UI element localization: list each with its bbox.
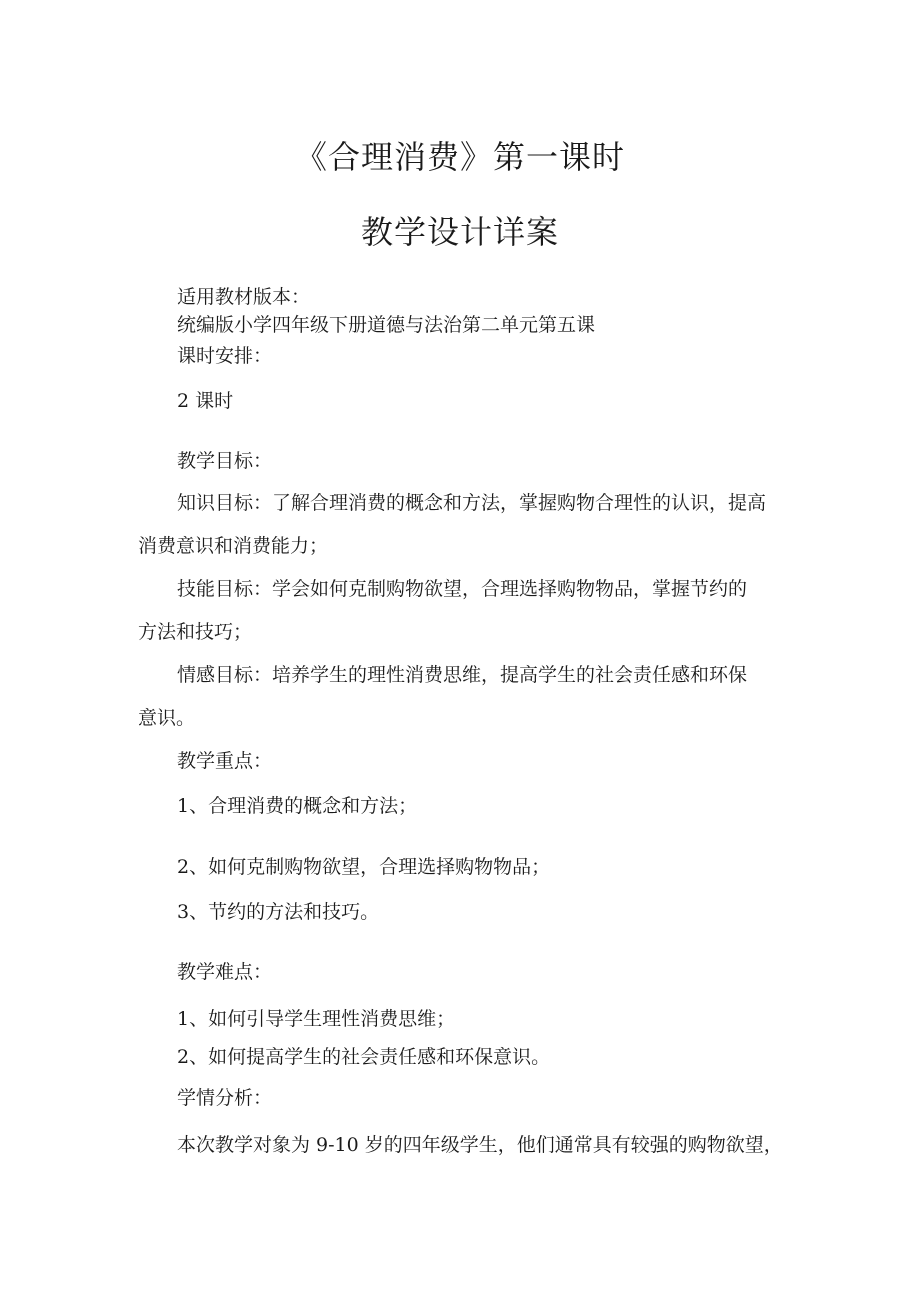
key-point-item: 1、合理消费的概念和方法； [177,795,418,817]
knowledge-objective-continuation: 消费意识和消费能力； [138,535,329,557]
skill-objective-continuation: 方法和技巧； [138,621,253,643]
emotion-objective-line: 情感目标：培养学生的理性消费思维，提高学生的社会责任感和环保 [177,664,748,686]
skill-objective-line: 技能目标：学会如何克制购物欲望，合理选择购物物品，掌握节约的 [177,578,748,600]
analysis-line: 本次教学对象为 9-10 岁的四年级学生，他们通常具有较强的购物欲望， [177,1134,783,1156]
difficulty-item: 1、如何引导学生理性消费思维； [177,1008,456,1030]
document-subtitle: 教学设计详案 [360,213,559,251]
edition-label: 适用教材版本： [177,286,311,308]
key-point-item: 2、如何克制购物欲望，合理选择购物物品； [177,856,551,878]
knowledge-objective-line: 知识目标：了解合理消费的概念和方法，掌握购物合理性的认识，提高 [177,492,767,514]
edition-value: 统编版小学四年级下册道德与法治第二单元第五课 [177,314,596,336]
objectives-heading: 教学目标： [177,450,273,472]
emotion-objective-continuation: 意识。 [138,707,196,729]
schedule-value: 2 课时 [177,390,234,412]
key-points-heading: 教学重点： [177,750,273,772]
schedule-label: 课时安排： [177,345,273,367]
key-point-item: 3、节约的方法和技巧。 [177,901,380,923]
document-title: 《合理消费》第一课时 [294,138,625,176]
difficulties-heading: 教学难点： [177,961,273,983]
analysis-heading: 学情分析： [177,1087,273,1109]
difficulty-item: 2、如何提高学生的社会责任感和环保意识。 [177,1046,551,1068]
